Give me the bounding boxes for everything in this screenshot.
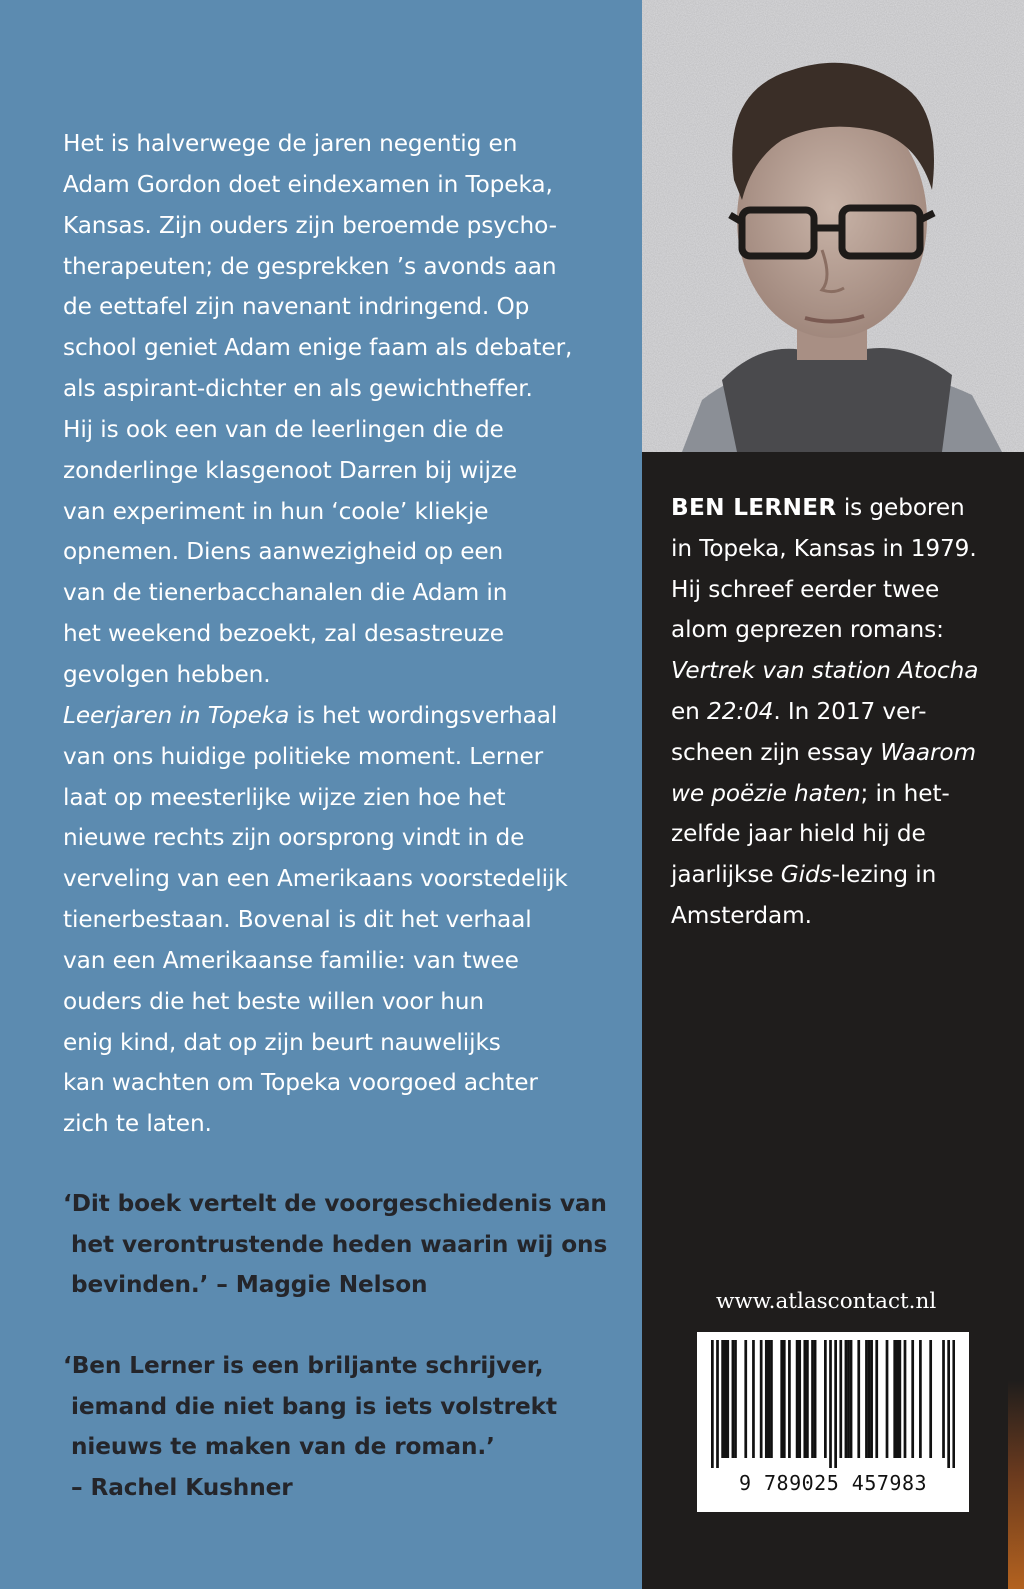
quote-line: – Rachel Kushner <box>63 1473 293 1501</box>
blurb-line: de eettafel zijn navenant indringend. Op <box>63 293 530 321</box>
barcode-bar <box>814 1340 817 1458</box>
barcode-bar <box>788 1340 791 1458</box>
bio-text: scheen zijn essay <box>671 738 881 766</box>
barcode-bar <box>886 1340 889 1458</box>
bio-text: ; in het- <box>860 779 950 807</box>
cover-edge-strip <box>1008 1380 1024 1589</box>
barcode-bar <box>765 1340 768 1458</box>
barcode-bar <box>870 1340 873 1458</box>
bio-line: zelfde jaar hield hij de <box>671 820 926 848</box>
barcode-bar <box>857 1340 860 1458</box>
barcode-bar <box>803 1340 806 1458</box>
review-quote-kushner <box>63 1346 623 1508</box>
quote-line: iemand die niet bang is iets volstrekt <box>63 1392 557 1420</box>
barcode-bar <box>875 1340 878 1458</box>
quote-line: het verontrustende heden waarin wij ons <box>63 1230 608 1258</box>
blurb-line: van experiment in hun ‘coole’ kliekje <box>63 497 489 525</box>
essay-title-part1: Waarom <box>880 738 976 766</box>
blurb-line: van de tienerbacchanalen die Adam in <box>63 579 508 607</box>
barcode-bar <box>952 1340 955 1468</box>
author-name: BEN LERNER <box>671 494 837 521</box>
blurb-text <box>63 124 623 1145</box>
barcode-bar <box>947 1340 950 1468</box>
blurb-line: zich te laten. <box>63 1110 212 1138</box>
barcode-bar <box>845 1340 848 1458</box>
barcode-bar <box>721 1340 724 1458</box>
barcode-bar <box>711 1340 714 1468</box>
blurb-line: kan wachten om Topeka voorgoed achter <box>63 1069 538 1097</box>
blurb-title-line <box>63 696 623 737</box>
barcode-bar <box>898 1340 901 1458</box>
blurb-line: verveling van een Amerikaans voorstedelijk <box>63 865 568 893</box>
blurb-line: enig kind, dat op zijn beurt nauwelijks <box>63 1028 501 1056</box>
blurb-line: laat op meesterlijke wijze zien hoe het <box>63 783 506 811</box>
barcode-bar <box>893 1340 896 1458</box>
barcode-bars <box>711 1340 955 1468</box>
barcode-bar <box>929 1340 932 1458</box>
quote-line: ‘Dit boek vertelt de voorgeschiedenis van <box>63 1190 607 1217</box>
barcode-bar <box>726 1340 729 1458</box>
barcode-bar <box>734 1340 737 1458</box>
publisher-website[interactable]: www.atlascontact.nl <box>716 1289 937 1314</box>
barcode-bar <box>780 1340 783 1458</box>
barcode-bar <box>896 1340 899 1458</box>
blurb-line: school geniet Adam enige faam als debater, <box>63 334 573 362</box>
blurb-line: tienerbestaan. Bovenal is dit het verhaal <box>63 906 532 934</box>
bio-text: . In 2017 ver- <box>773 697 927 725</box>
barcode-bar <box>796 1340 799 1458</box>
barcode-bar <box>768 1340 771 1458</box>
barcode-bar <box>911 1340 914 1458</box>
bio-line <box>671 692 1001 733</box>
quote-line: bevinden.’ – Maggie Nelson <box>63 1271 428 1298</box>
barcode-bar <box>806 1340 809 1458</box>
essay-title-part2: we poëzie haten <box>671 779 861 807</box>
barcode-bar <box>847 1340 850 1458</box>
isbn-number: 9 789025 457983 <box>738 1471 928 1495</box>
book-title: Leerjaren in Topeka <box>63 701 290 729</box>
barcode-bar <box>760 1340 763 1458</box>
gids-title: Gids <box>780 861 832 889</box>
barcode-bar <box>811 1340 814 1458</box>
barcode-bar <box>732 1340 735 1458</box>
blurb-line: als aspirant-dichter en als gewichtheffer. <box>63 375 533 403</box>
barcode-bar <box>798 1340 801 1458</box>
barcode-bar <box>752 1340 755 1458</box>
blurb-line: therapeuten; de gesprekken ’s avonds aan <box>63 252 557 280</box>
barcode-bar <box>865 1340 868 1458</box>
bio-text: jaarlijkse <box>671 861 781 889</box>
blurb-line: Het is halverwege de jaren negentig en <box>63 130 518 157</box>
blurb-line: gevolgen hebben. <box>63 660 271 688</box>
bio-text: -lezing in <box>831 861 937 889</box>
blurb-line: opnemen. Diens aanwezigheid op een <box>63 538 504 566</box>
barcode-bar <box>868 1340 871 1458</box>
bio-text: en <box>671 697 708 725</box>
review-quote-nelson <box>63 1184 623 1306</box>
blurb-line: Adam Gordon doet eindexamen in Topeka, <box>63 170 553 198</box>
blurb-line: zonderlinge klasgenoot Darren bij wijze <box>63 456 518 484</box>
barcode-bar <box>716 1340 719 1468</box>
bio-line <box>671 855 1001 896</box>
bio-line <box>671 651 1001 692</box>
barcode-bar <box>839 1340 842 1458</box>
barcode-bar <box>824 1340 827 1458</box>
blurb-line: ouders die het beste willen voor hun <box>63 987 484 1015</box>
bio-line: Amsterdam. <box>671 901 812 929</box>
quote-line: nieuws te maken van de roman.’ <box>63 1433 495 1460</box>
bio-line <box>671 488 1001 529</box>
author-photo <box>642 0 1024 452</box>
blurb-line: het weekend bezoekt, zal desastreuze <box>63 620 504 648</box>
bio-text: is geboren <box>836 494 965 521</box>
blurb-line-rest: is het wordingsverhaal <box>289 701 558 729</box>
bio-line <box>671 774 1001 815</box>
barcode-bar <box>834 1340 837 1468</box>
quote-line: ‘Ben Lerner is een briljante schrijver, <box>63 1352 544 1379</box>
barcode-bar <box>829 1340 832 1468</box>
barcode-bar <box>942 1340 945 1458</box>
bio-line: alom geprezen romans: <box>671 616 944 644</box>
blurb-line: Hij is ook een van de leerlingen die de <box>63 415 504 443</box>
barcode-bar <box>850 1340 853 1458</box>
blurb-line: van een Amerikaanse familie: van twee <box>63 946 519 974</box>
barcode-bar <box>770 1340 773 1458</box>
barcode-bar <box>904 1340 907 1458</box>
bio-line: Hij schreef eerder twee <box>671 575 940 603</box>
barcode-bar <box>744 1340 747 1458</box>
book-title-atocha: Vertrek van station Atocha <box>671 657 979 685</box>
author-bio <box>671 488 1001 937</box>
blurb-line: nieuwe rechts zijn oorsprong vindt in de <box>63 824 525 852</box>
book-title-2204: 22:04 <box>707 697 774 725</box>
bio-line <box>671 733 1001 774</box>
bio-line: in Topeka, Kansas in 1979. <box>671 534 977 562</box>
barcode-bar <box>783 1340 786 1458</box>
barcode-bar <box>724 1340 727 1458</box>
isbn-barcode <box>697 1332 969 1512</box>
blurb-line: van ons huidige politieke moment. Lerner <box>63 742 544 770</box>
blurb-line: Kansas. Zijn ouders zijn beroemde psycho- <box>63 211 557 239</box>
barcode-bar <box>919 1340 922 1458</box>
